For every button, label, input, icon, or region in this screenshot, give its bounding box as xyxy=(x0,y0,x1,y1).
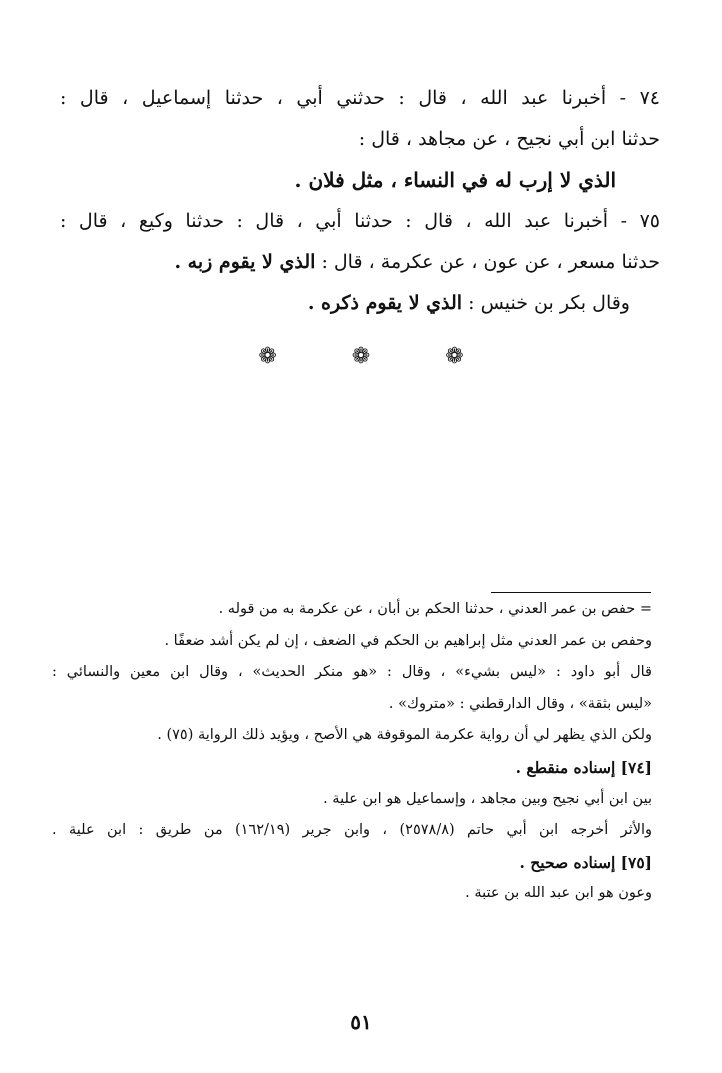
footnote-heading-74: [٧٤] إسناده منقطع . xyxy=(515,757,652,777)
footnote-line-8: والأثر أخرجه ابن أبي حاتم (٢٥٧٨/٨) ، وابن جرير (١٦٢/١٩) من طريق : ابن علية . xyxy=(52,822,652,839)
narration-74-line-1: ٧٤ - أخبرنا عبد الله ، قال : حدثني أبي ، حدثنا إسماعيل ، قال : xyxy=(60,87,660,109)
footnote-line-3: قال أبو داود : «ليس بشيء» ، وقال : «هو منكر الحديث» ، وقال ابن معين والنسائي : xyxy=(52,664,652,681)
section-divider-ornaments: ❁ ❁ ❁ xyxy=(258,344,498,369)
narration-75-chain: حدثنا مسعر ، عن عون ، عن عكرمة ، قال : xyxy=(321,251,660,273)
narration-75-line-3 xyxy=(60,283,660,324)
footnote-heading-75: [٧٥] إسناده صحيح . xyxy=(519,852,652,872)
footnote-separator-line xyxy=(491,592,651,593)
footnote-line-1: = حفص بن عمر العدني ، حدثنا الحكم بن أبان ، عن عكرمة به من قوله . xyxy=(218,601,652,617)
footnote-line-10: وعون هو ابن عبد الله بن عتبة . xyxy=(465,885,652,902)
narration-75-line-2 xyxy=(60,242,660,283)
bakr-quote: الذي لا يقوم ذكره . xyxy=(307,292,463,314)
narration-75-quote: الذي لا يقوم زبه . xyxy=(174,251,316,273)
page-number: ٥١ xyxy=(350,1010,372,1034)
narration-74-quote: الذي لا إرب له في النساء ، مثل فلان . xyxy=(294,168,616,192)
narration-74-line-2: حدثنا ابن أبي نجيح ، عن مجاهد ، قال : xyxy=(358,128,660,150)
footnote-line-4: «ليس بثقة» ، وقال الدارقطني : «متروك» . xyxy=(388,695,652,712)
narration-75-line-1: ٧٥ - أخبرنا عبد الله ، قال : حدثنا أبي ، قال : حدثنا وكيع ، قال : xyxy=(60,210,660,232)
footnote-line-2: وحفص بن عمر العدني مثل إبراهيم بن الحكم في الضعف ، إن لم يكن أشد ضعفًا . xyxy=(164,632,652,649)
main-text xyxy=(60,78,660,324)
footnote-line-5: ولكن الذي يظهر لي أن رواية عكرمة الموقوفة هي الأصح ، ويؤيد ذلك الرواية (٧٥) . xyxy=(157,727,652,744)
footnote-line-7: بين ابن أبي نجيح وبين مجاهد ، وإسماعيل هو ابن علية . xyxy=(323,790,652,807)
footnotes xyxy=(52,594,652,910)
bakr-attribution: وقال بكر بن خنيس : xyxy=(468,292,630,314)
